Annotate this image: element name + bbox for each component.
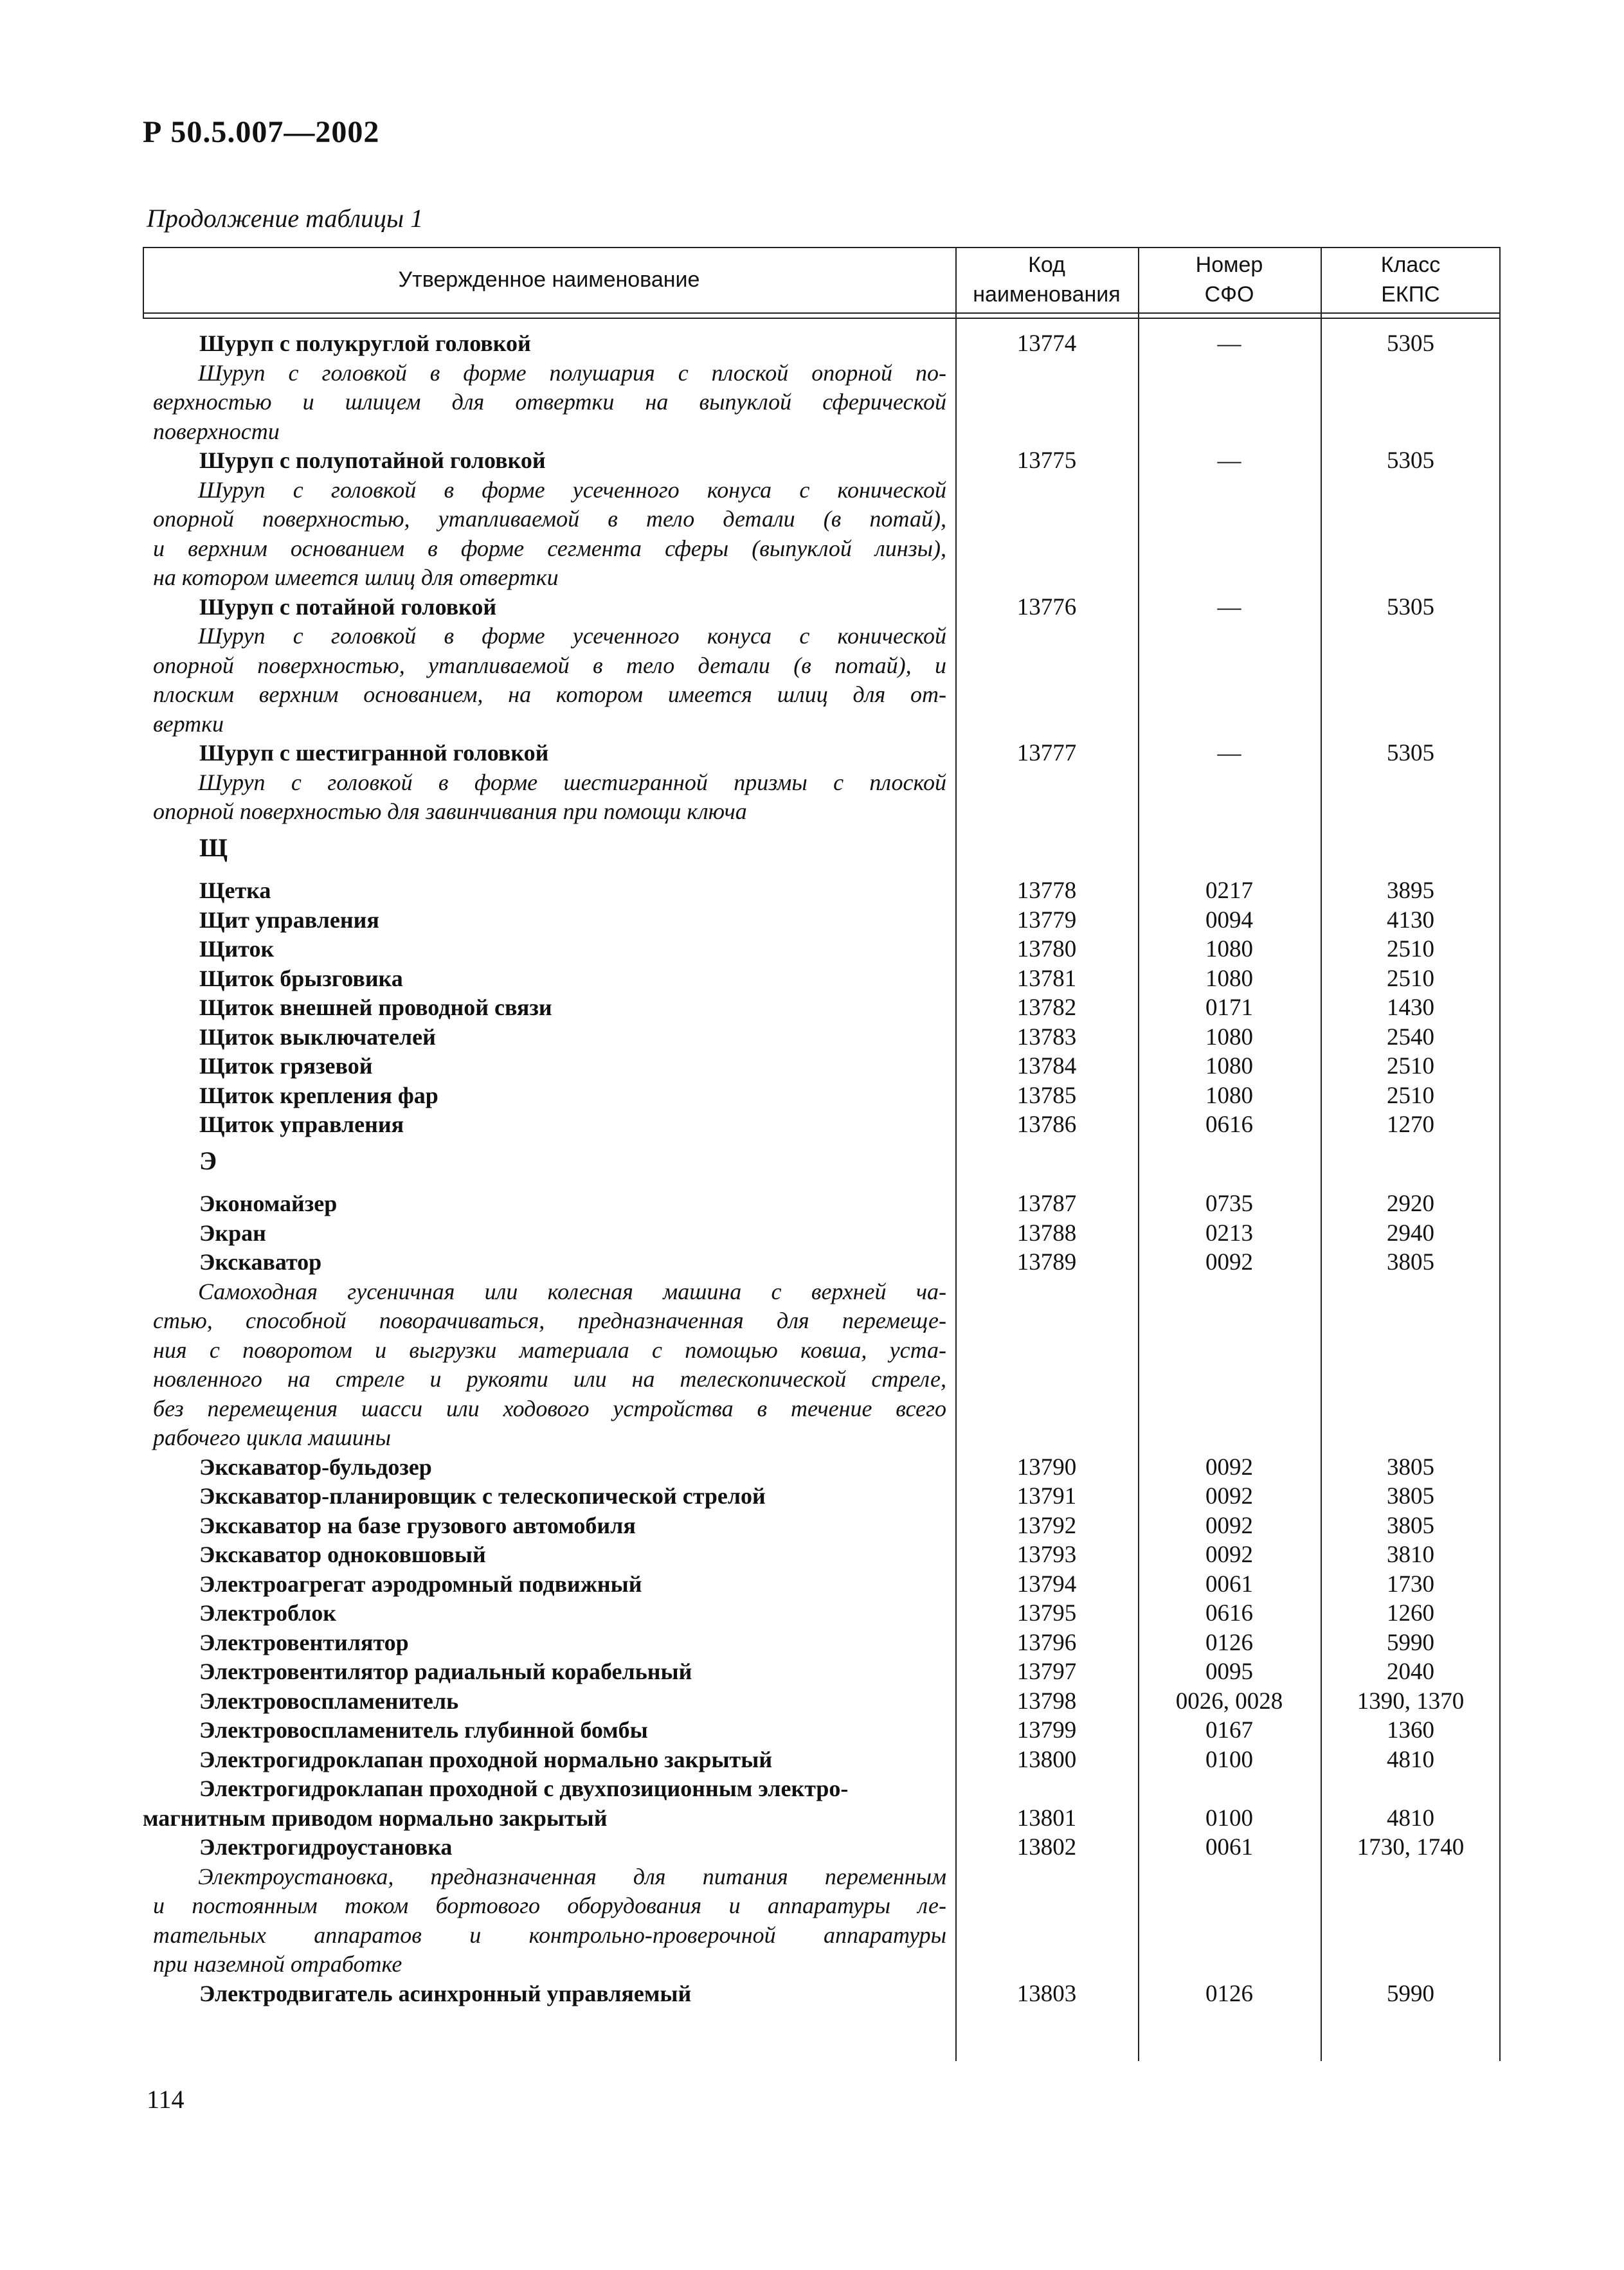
- table-row: [143, 1052, 1501, 1081]
- term-name: Электровоспламенитель глубинной бомбы: [199, 1717, 648, 1743]
- table-row: [143, 739, 1501, 768]
- class-cell: 2510: [1387, 965, 1434, 992]
- term-name: Щит управления: [199, 906, 379, 933]
- class-cell: 1270: [1387, 1112, 1434, 1138]
- table-row: [143, 768, 1501, 827]
- header-sfo-line1: Номер: [1195, 253, 1263, 277]
- sfo-cell: 1080: [1205, 965, 1253, 992]
- sfo-cell: 0167: [1205, 1717, 1253, 1743]
- term-name: Щиток крепления фар: [199, 1082, 438, 1108]
- class-cell: 5990: [1387, 1980, 1434, 2007]
- code-cell: 13792: [1016, 1512, 1077, 1539]
- code-cell: 13781: [1016, 965, 1077, 992]
- table-row: [143, 935, 1501, 964]
- class-cell: 2510: [1387, 1053, 1434, 1079]
- code-cell: 13790: [1016, 1454, 1077, 1481]
- table-row: [143, 1716, 1501, 1745]
- class-cell: 3805: [1387, 1483, 1434, 1509]
- code-cell: 13787: [1016, 1191, 1077, 1217]
- class-cell: 3805: [1387, 1249, 1434, 1275]
- class-cell: 3895: [1387, 878, 1434, 904]
- code-cell: 13803: [1016, 1980, 1077, 2007]
- sfo-cell: 0171: [1205, 995, 1253, 1021]
- table-row: [143, 876, 1501, 906]
- class-cell: 3805: [1387, 1512, 1434, 1539]
- sfo-cell: 0616: [1205, 1112, 1253, 1138]
- class-cell: 4810: [1387, 1805, 1434, 1832]
- sfo-cell: 0092: [1205, 1483, 1253, 1509]
- term-name: Экскаватор на базе грузового автомобиля: [199, 1512, 636, 1538]
- sfo-cell: —: [1217, 740, 1241, 766]
- section-letter: Щ: [199, 833, 228, 862]
- header-code-line1: Код: [1028, 253, 1065, 277]
- term-name: Электроблок: [199, 1600, 337, 1626]
- sfo-cell: 0061: [1205, 1571, 1253, 1598]
- table-row: [143, 1570, 1501, 1599]
- header-class-line1: Класс: [1380, 253, 1441, 277]
- term-name: [143, 1774, 946, 1833]
- code-cell: 13779: [1016, 906, 1077, 933]
- code-cell: 13784: [1016, 1053, 1077, 1079]
- term-definition: [143, 622, 946, 739]
- definition-line: ния с поворотом и выгрузки материала с помощью ковша, уста-: [153, 1337, 946, 1363]
- table-row: [143, 1023, 1501, 1052]
- sfo-cell: 0126: [1205, 1980, 1253, 2007]
- class-cell: 3810: [1387, 1542, 1434, 1568]
- sfo-cell: 1080: [1205, 1053, 1253, 1079]
- term-name: Шуруп с полукруглой головкой: [199, 330, 531, 356]
- sfo-cell: 0100: [1205, 1746, 1253, 1773]
- header-sfo-line2: СФО: [1204, 282, 1254, 307]
- sfo-cell: 1080: [1205, 1082, 1253, 1109]
- definition-line: Электроустановка, предназначенная для питания переменным: [198, 1863, 946, 1889]
- term-name-line: Электрогидроклапан проходной с двухпозиционным электро-: [199, 1776, 849, 1801]
- class-cell: 5990: [1387, 1629, 1434, 1656]
- class-cell: 4130: [1387, 906, 1434, 933]
- definition-line: опорной поверхностью, утапливаемой в тело детали (в потай), и: [153, 652, 946, 678]
- code-cell: 13789: [1016, 1249, 1077, 1275]
- table-row: [143, 476, 1501, 593]
- sfo-cell: 1080: [1205, 936, 1253, 962]
- class-cell: 1730: [1387, 1571, 1434, 1598]
- table-row: [143, 1745, 1501, 1775]
- code-cell: 13800: [1016, 1746, 1077, 1773]
- term-name: Щиток: [199, 936, 275, 962]
- term-name: Электрогидроустановка: [199, 1834, 453, 1860]
- table-row: [143, 906, 1501, 935]
- definition-line: поверхности: [153, 418, 280, 444]
- code-cell: 13788: [1016, 1220, 1077, 1247]
- header-divider-lower: [143, 318, 1501, 319]
- table-row: [143, 1833, 1501, 1862]
- table-row: [143, 993, 1501, 1023]
- term-name: Экскаватор одноковшовый: [199, 1542, 486, 1567]
- table-caption: Продолжение таблицы 1: [147, 204, 424, 233]
- sfo-cell: 0095: [1205, 1659, 1253, 1685]
- definition-line: и верхним основанием в форме сегмента сферы (выпуклой линзы),: [153, 535, 946, 561]
- term-definition: [143, 476, 946, 593]
- table-row: [143, 1979, 1501, 2009]
- sfo-cell: 0735: [1205, 1191, 1253, 1217]
- document-id: Р 50.5.007—2002: [143, 115, 380, 149]
- definition-line: опорной поверхностью для завинчивания при помощи ключа: [153, 798, 747, 824]
- page-number: 114: [147, 2085, 185, 2114]
- class-cell: 2510: [1387, 1082, 1434, 1109]
- term-name: Шуруп с потайной головкой: [199, 593, 497, 620]
- terms-table: [143, 247, 1501, 2061]
- code-cell: 13774: [1016, 330, 1077, 357]
- table-row: [143, 1277, 1501, 1453]
- class-cell: 3805: [1387, 1454, 1434, 1481]
- header-class-line2: ЕКПС: [1381, 282, 1440, 307]
- sfo-cell: —: [1217, 330, 1241, 357]
- code-cell: 13799: [1016, 1717, 1077, 1743]
- class-cell: 2920: [1387, 1191, 1434, 1217]
- term-name: Экран: [199, 1220, 266, 1246]
- definition-line: Шуруп с головкой в форме усеченного конуса с конической: [198, 476, 946, 503]
- term-name: Щетка: [199, 878, 271, 903]
- table-body: [143, 329, 1501, 2008]
- code-cell: 13795: [1016, 1600, 1077, 1626]
- definition-line: вертки: [153, 710, 224, 737]
- term-name: Экскаватор: [199, 1249, 322, 1275]
- header-name: Утвержденное наименование: [398, 267, 700, 292]
- table-row: [143, 1140, 1501, 1190]
- class-cell: 1360: [1387, 1717, 1434, 1743]
- term-name: Щиток управления: [199, 1112, 404, 1137]
- sfo-cell: 0616: [1205, 1600, 1253, 1626]
- table-row: [143, 446, 1501, 476]
- term-name: Экскаватор-бульдозер: [199, 1454, 432, 1480]
- class-cell: 2940: [1387, 1220, 1434, 1247]
- definition-line: опорной поверхностью, утапливаемой в тело детали (в потай),: [153, 506, 946, 532]
- class-cell: 5305: [1387, 740, 1434, 766]
- class-cell: 2510: [1387, 936, 1434, 962]
- term-name: Шуруп с полупотайной головкой: [199, 447, 546, 473]
- code-cell: 13794: [1016, 1571, 1077, 1598]
- term-name: Шуруп с шестигранной головкой: [199, 740, 549, 766]
- sfo-cell: 0092: [1205, 1249, 1253, 1275]
- table-row: [143, 827, 1501, 877]
- definition-line: и постоянным током бортового оборудования и аппаратуры ле-: [153, 1893, 946, 1918]
- class-cell: 1430: [1387, 995, 1434, 1021]
- class-cell: 1730, 1740: [1357, 1834, 1465, 1860]
- term-name: Щиток грязевой: [199, 1053, 373, 1079]
- term-name: Экскаватор-планировщик с телескопической стрелой: [199, 1483, 766, 1509]
- table-row: [143, 964, 1501, 994]
- table-row: [143, 1628, 1501, 1658]
- term-name: Щиток брызговика: [199, 965, 403, 991]
- definition-line: на котором имеется шлиц для отвертки: [153, 564, 559, 590]
- definition-line: Шуруп с головкой в форме усеченного конуса с конической: [198, 623, 946, 649]
- sfo-cell: 0217: [1205, 878, 1253, 904]
- class-cell: 1390, 1370: [1357, 1688, 1465, 1715]
- sfo-cell: 1080: [1205, 1023, 1253, 1050]
- class-cell: 1260: [1387, 1600, 1434, 1626]
- header-code-line2: наименования: [973, 282, 1121, 307]
- definition-line: стью, способной поворачиваться, предназначенная для перемеще-: [153, 1308, 946, 1333]
- definition-line: верхностью и шлицем для отвертки на выпуклой сферической: [153, 389, 946, 415]
- term-name: Электровентилятор: [199, 1629, 409, 1655]
- class-cell: 5305: [1387, 330, 1434, 357]
- term-name: Щиток выключателей: [199, 1023, 436, 1050]
- definition-line: Шуруп с головкой в форме полушария с плоской опорной по-: [198, 359, 946, 386]
- code-cell: 13802: [1016, 1834, 1077, 1860]
- code-cell: 13791: [1016, 1483, 1077, 1509]
- table-row: [143, 359, 1501, 447]
- sfo-cell: 0126: [1205, 1629, 1253, 1656]
- term-name: Щиток внешней проводной связи: [199, 995, 552, 1020]
- term-name: Электродвигатель асинхронный управляемый: [199, 1980, 692, 2006]
- code-cell: 13782: [1016, 995, 1077, 1021]
- class-cell: 4810: [1387, 1746, 1434, 1773]
- table-row: [143, 1687, 1501, 1716]
- term-definition: [143, 1862, 946, 1979]
- code-cell: 13793: [1016, 1542, 1077, 1568]
- sfo-cell: 0213: [1205, 1220, 1253, 1247]
- table-row: [143, 1081, 1501, 1111]
- table-row: [143, 1453, 1501, 1482]
- table-row: [143, 1219, 1501, 1248]
- code-cell: 13776: [1016, 593, 1077, 620]
- definition-line: рабочего цикла машины: [153, 1425, 391, 1450]
- definition-line: новленного на стреле и рукояти или на телескопической стреле,: [153, 1366, 946, 1392]
- table-row: [143, 593, 1501, 622]
- section-letter: Э: [199, 1146, 217, 1175]
- class-cell: 2540: [1387, 1023, 1434, 1050]
- code-cell: 13780: [1016, 936, 1077, 962]
- header-sfo: [1138, 247, 1321, 312]
- table-row: [143, 1862, 1501, 1979]
- code-cell: 13801: [1016, 1805, 1077, 1832]
- code-cell: 13775: [1016, 447, 1077, 474]
- code-cell: 13777: [1016, 740, 1077, 766]
- sfo-cell: 0061: [1205, 1834, 1253, 1860]
- table-row: [143, 622, 1501, 739]
- definition-line: Шуруп с головкой в форме шестигранной призмы с плоской: [198, 769, 946, 795]
- sfo-cell: —: [1217, 593, 1241, 620]
- term-name: Электровоспламенитель: [199, 1688, 459, 1714]
- sfo-cell: 0026, 0028: [1175, 1688, 1283, 1715]
- definition-line: Самоходная гусеничная или колесная машина с верхней ча-: [198, 1278, 946, 1304]
- class-cell: 2040: [1387, 1659, 1434, 1685]
- class-cell: 5305: [1387, 447, 1434, 474]
- table-row: [143, 1511, 1501, 1541]
- table-row: [143, 1482, 1501, 1511]
- term-name: Электрогидроклапан проходной нормально закрытый: [199, 1746, 773, 1772]
- class-cell: 5305: [1387, 593, 1434, 620]
- term-definition: [143, 768, 946, 827]
- header-code: [955, 247, 1138, 312]
- code-cell: 13783: [1016, 1023, 1077, 1050]
- sfo-cell: 0092: [1205, 1542, 1253, 1568]
- table-row: [143, 1657, 1501, 1687]
- table-row: [143, 1110, 1501, 1140]
- code-cell: 13797: [1016, 1659, 1077, 1685]
- header-class: [1321, 247, 1501, 312]
- header-divider-upper: [143, 312, 1501, 314]
- sfo-cell: 0092: [1205, 1454, 1253, 1481]
- definition-line: без перемещения шасси или ходового устройства в течение всего: [153, 1395, 946, 1421]
- term-name: Электроагрегат аэродромный подвижный: [199, 1571, 642, 1597]
- definition-line: плоским верхним основанием, на котором имеется шлиц для от-: [153, 681, 946, 707]
- table-row: [143, 1599, 1501, 1628]
- sfo-cell: 0094: [1205, 906, 1253, 933]
- code-cell: 13796: [1016, 1629, 1077, 1656]
- table-row: [143, 1774, 1501, 1833]
- table-row: [143, 1189, 1501, 1219]
- table-row: [143, 1540, 1501, 1570]
- term-definition: [143, 1277, 946, 1453]
- term-name: Экономайзер: [199, 1191, 338, 1216]
- sfo-cell: 0092: [1205, 1512, 1253, 1539]
- sfo-cell: —: [1217, 447, 1241, 474]
- term-definition: [143, 359, 946, 447]
- term-name: Электровентилятор радиальный корабельный: [199, 1659, 692, 1684]
- table-row: [143, 329, 1501, 359]
- term-name-line: магнитным приводом нормально закрытый: [143, 1805, 608, 1831]
- code-cell: 13785: [1016, 1082, 1077, 1109]
- sfo-cell: 0100: [1205, 1805, 1253, 1832]
- code-cell: 13798: [1016, 1688, 1077, 1715]
- table-row: [143, 1248, 1501, 1277]
- definition-line: при наземной отработке: [153, 1951, 402, 1977]
- code-cell: 13786: [1016, 1112, 1077, 1138]
- definition-line: тательных аппаратов и контрольно-проверочной аппаратуры: [153, 1922, 946, 1948]
- code-cell: 13778: [1016, 878, 1077, 904]
